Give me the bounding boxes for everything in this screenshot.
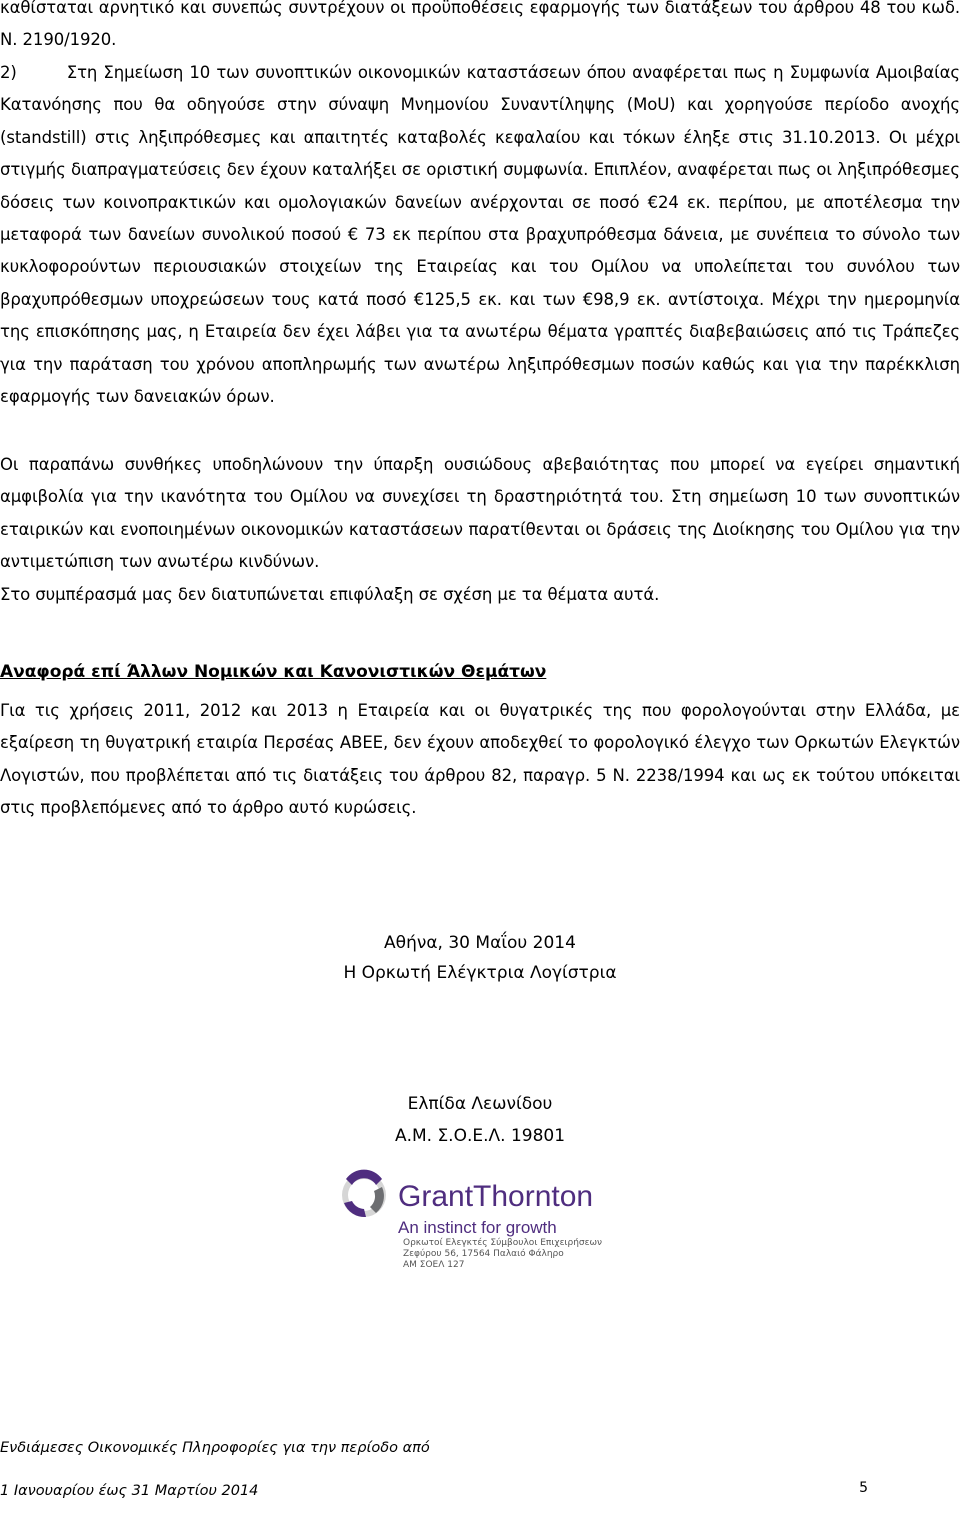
logo-tagline-text: An instinct for growth — [398, 1218, 557, 1237]
signature-place-date: Αθήνα, 30 Μαΐου 2014 — [384, 933, 576, 953]
paragraph-intro: καθίσταται αρνητικό και συνεπώς συντρέχουν οι προϋποθέσεις εφαρμογής των διατάξεων του άρθρου 48 του κωδ. Ν. 2190/1920. — [0, 0, 960, 50]
logo-address-line: Ορκωτοί Ελεγκτές Σύμβουλοι Επιχειρήσεων — [403, 1238, 603, 1248]
paragraph-going-concern — [0, 57, 960, 413]
page-number: 5 — [859, 1480, 868, 1496]
paragraph-uncertainty: Οι παραπάνω συνθήκες υποδηλώνουν την ύπαρξη ουσιώδους αβεβαιότητας που μπορεί να εγείρει σημαντική αμφιβολία για την ικανότητα του Ομίλου να συνεχίσει τη δραστηριότητά του. Στη σημείωση 10 των συνοπτικών εταιρικών και ενοποιημένων οικονομικών καταστάσεων παρατίθενται οι δράσεις της Διοίκησης του Ομίλου για την αντιμετώπιση των ανωτέρω κινδύνων. — [0, 455, 960, 572]
paragraph-conclusion: Στο συμπέρασμά μας δεν διατυπώνεται επιφύλαξη σε σχέση με τα θέματα αυτά. — [0, 585, 660, 604]
paragraph-going-concern-text: Στη Σημείωση 10 των συνοπτικών οικονομικών καταστάσεων όπου αναφέρεται πως η Συμφωνία Αμοιβαίας Κατανόησης που θα οδηγούσε στην σύναψη Μνημονίου Συναντίληψης (MoU) και χορηγούσε περίοδο ανοχής (standstill) στις ληξιπρόθεσμες και απαιτητές καταβολές κεφαλαίου και τόκων έληξε στις 31.10.2013. Οι μέχρι στιγμής διαπραγματεύσεις δεν έχουν καταλήξει σε οριστική συμφωνία. Επιπλέον, αναφέρεται πως οι ληξιπρόθεσμες δόσεις των κοινοπρακτικών και ομολογιακών δανείων ανέρχονται σε ποσό €24 εκ. περίπου, με αποτέλεσμα την μεταφορά των δανείων συνολικού ποσού € 73 εκ περίπου στα βραχυπρόθεσμα δάνεια, με συνέπεια το σύνολο των κυκλοφορούντων περιουσιακών στοιχείων της Εταιρείας και του Ομίλου να υπολείπεται του συνόλου των βραχυπρόθεσμων υποχρεώσεων τους κατά ποσό €125,5 εκ. και των €98,9 εκ. αντίστοιχα. Μέχρι την ημερομηνία της επισκόπησης μας, η Εταιρεία δεν έχει λάβει για τα ανωτέρω θέματα γραπτές διαβεβαιώσεις από τις Τράπεζες για την παράταση του χρόνου αποπληρωμής των ανωτέρω ληξιπρόθεσμων ποσών καθώς και για την παρέκκλιση εφαρμογής των δανειακών όρων. — [0, 63, 960, 407]
logo-address-line: ΑΜ ΣΟΕΛ 127 — [403, 1260, 465, 1270]
signature-name: Ελπίδα Λεωνίδου — [407, 1094, 553, 1114]
paragraph-tax-audit: Για τις χρήσεις 2011, 2012 και 2013 η Εταιρεία και οι θυγατρικές της που φορολογούνται στην Ελλάδα, με εξαίρεση τη θυγατρική εταιρία Περσέας ΑΒΕΕ, δεν έχουν αποδεχθεί το φορολογικό έλεγχο των Ορκωτών Ελεγκτών Λογιστών, που προβλέπεται από τις διατάξεις του άρθρου 82, παραγρ. 5 Ν. 2238/1994 και ως εκ τούτου υπόκειται στις προβλεπόμενες από το άρθρο αυτό κυρώσεις. — [0, 701, 960, 818]
footer-line-2: 1 Ιανουαρίου έως 31 Μαρτίου 2014 — [0, 1483, 259, 1499]
list-marker: 2) — [0, 63, 17, 82]
logo-address-line: Ζεφύρου 56, 17564 Παλαιό Φάληρο — [403, 1249, 564, 1259]
logo-address-block — [403, 1238, 602, 1271]
logo-mark-icon — [342, 1170, 386, 1217]
logo-brand-text: GrantThornton — [398, 1180, 594, 1213]
footer-line-1: Ενδιάμεσες Οικονομικές Πληροφορίες για την περίοδο από — [0, 1440, 430, 1456]
signature-registration: Α.Μ. Σ.Ο.Ε.Λ. 19801 — [394, 1126, 566, 1146]
signature-role: Η Ορκωτή Ελέγκτρια Λογίστρια — [343, 963, 617, 983]
section-heading: Αναφορά επί Άλλων Νομικών και Κανονιστικών Θεμάτων — [0, 662, 547, 682]
